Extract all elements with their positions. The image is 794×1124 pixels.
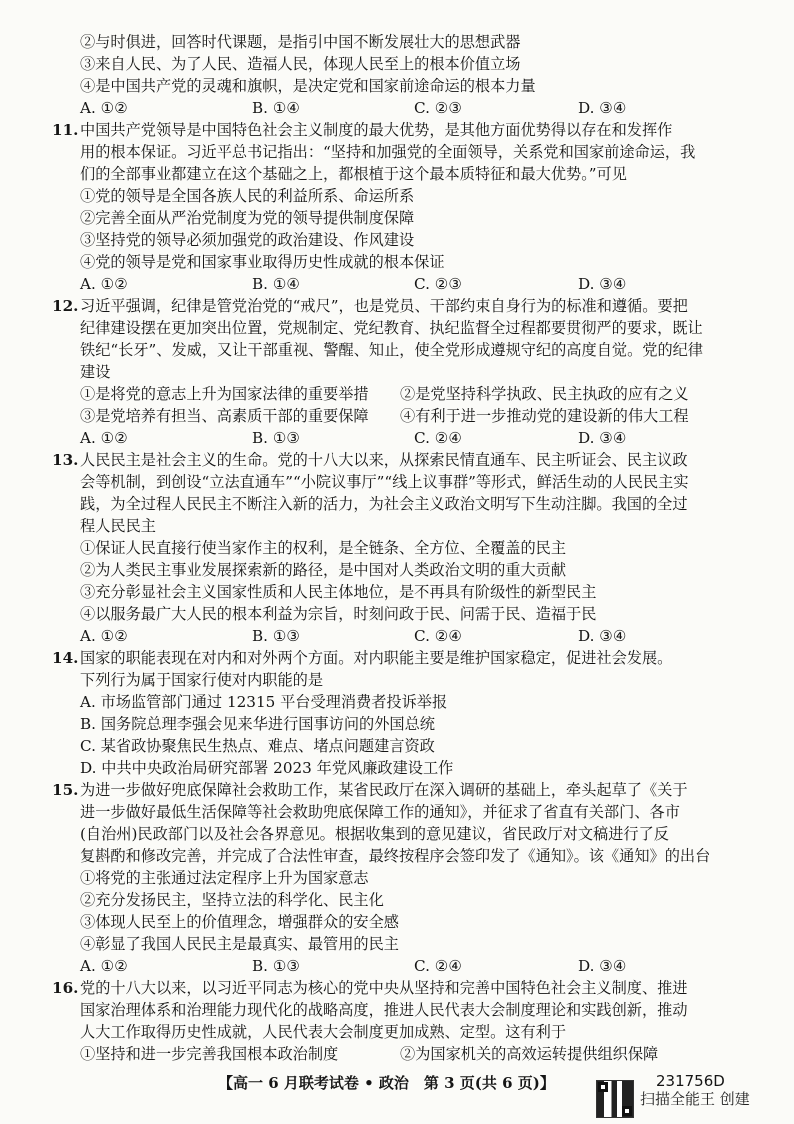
q13-choice-b: B. ①③ xyxy=(252,627,301,645)
q14-choice-d: D. 中共中央政治局研究部署 2023 年党风廉政建设工作 xyxy=(80,759,454,777)
q15-stem-line: (自治州)民政部门以及社会各界意见。根据收集到的意见建议，省民政厅对文稿进行了反 xyxy=(80,825,669,843)
q11-choice-d: D. ③④ xyxy=(578,275,627,293)
q11-stem-line: 用的根本保证。习近平总书记指出：“坚持和加强党的全面领导，关系党和国家前途命运，我 xyxy=(80,143,696,161)
q11-number: 11. xyxy=(52,121,79,139)
q10-option-2: ②与时俱进，回答时代课题，是指引中国不断发展壮大的思想武器 xyxy=(80,33,521,51)
q15-stem-line: 为进一步做好兜底保障社会救助工作，某省民政厅在深入调研的基础上，牵头起草了《关于 xyxy=(80,781,688,799)
q10-choice-b: B. ①④ xyxy=(252,99,301,117)
q12-stem-line: 铁纪“长牙”、发威，又让干部重视、警醒、知止，使全党形成遵规守纪的高度自觉。党的纪律 xyxy=(80,341,704,359)
q15-choices xyxy=(80,955,730,977)
q10-option-4: ④是中国共产党的灵魂和旗帜，是决定党和国家前途命运的根本力量 xyxy=(80,77,536,95)
q11-item-2: ②完善全面从严治党制度为党的领导提供制度保障 xyxy=(80,209,415,227)
q15-item-1: ①将党的主张通过法定程序上升为国家意志 xyxy=(80,869,369,887)
q13-stem-line: 程人民民主 xyxy=(80,517,156,535)
q10-choice-c: C. ②③ xyxy=(414,99,462,117)
q12-choices xyxy=(80,427,730,449)
scanner-watermark xyxy=(596,1080,786,1120)
q11-choice-a: A. ①② xyxy=(80,275,128,293)
q13-item-3: ③充分彰显社会主义国家性质和人民主体地位，是不再具有阶级性的新型民主 xyxy=(80,583,597,601)
q11-stem-line: 们的全部事业都建立在这个基础之上，都根植于这个最本质特征和最大优势。”可见 xyxy=(80,165,627,183)
q13-number: 13. xyxy=(52,451,79,469)
q13-item-2: ②为人类民主事业发展探索新的路径，是中国对人类政治文明的重大贡献 xyxy=(80,561,566,579)
q11-stem-line: 中国共产党领导是中国特色社会主义制度的最大优势，是其他方面优势得以存在和发挥作 xyxy=(80,121,673,139)
q13-item-1: ①保证人民直接行使当家作主的权利，是全链条、全方位、全覆盖的民主 xyxy=(80,539,566,557)
q12-stem-line: 建设 xyxy=(80,363,111,381)
q15-item-3: ③体现人民至上的价值理念，增强群众的安全感 xyxy=(80,913,399,931)
q10-choices xyxy=(80,97,730,119)
q15-choice-a: A. ①② xyxy=(80,957,128,975)
q15-item-2: ②充分发扬民主，坚持立法的科学化、民主化 xyxy=(80,891,384,909)
q15-stem-line: 复斟酌和修改完善，并完成了合法性审查，最终按程序会签印发了《通知》。该《通知》的出台 xyxy=(80,847,711,865)
q12-choice-c: C. ②④ xyxy=(414,429,462,447)
q16-item-1: ①坚持和进一步完善我国根本政治制度 xyxy=(80,1045,339,1063)
q11-choices xyxy=(80,273,730,295)
q11-choice-c: C. ②③ xyxy=(414,275,462,293)
q11-item-4: ④党的领导是党和国家事业取得历史性成就的根本保证 xyxy=(80,253,445,271)
q16-stem-line: 党的十八大以来，以习近平同志为核心的党中央从坚持和完善中国特色社会主义制度、推进 xyxy=(80,979,688,997)
q13-choice-a: A. ①② xyxy=(80,627,128,645)
page-footer: 【高一 6 月联考试卷 • 政治 第 3 页(共 6 页)】 xyxy=(218,1074,555,1092)
q15-choice-c: C. ②④ xyxy=(414,957,462,975)
qr-code-icon xyxy=(596,1080,634,1118)
q10-option-3: ③来自人民、为了人民、造福人民，体现人民至上的根本价值立场 xyxy=(80,55,521,73)
q12-item-2: ②是党坚持科学执政、民主执政的应有之义 xyxy=(400,385,689,403)
q15-stem-line: 进一步做好最低生活保障等社会救助兜底保障工作的通知》，并征求了省直有关部门、各市 xyxy=(80,803,680,821)
q15-number: 15. xyxy=(52,781,79,799)
q13-stem-line: 会等机制，到创设“立法直通车”“小院议事厅”“线上议事群”等形式，鲜活生动的人民民主实 xyxy=(80,473,689,491)
q12-choice-a: A. ①② xyxy=(80,429,128,447)
q14-choice-a: A. 市场监管部门通过 12315 平台受理消费者投诉举报 xyxy=(80,693,448,711)
q13-stem-line: 人民民主是社会主义的生命。党的十八大以来，从探索民情直通车、民主听证会、民主议政 xyxy=(80,451,688,469)
q14-stem-line: 下列行为属于国家行使对内职能的是 xyxy=(80,671,323,689)
q10-choice-a: A. ①② xyxy=(80,99,128,117)
q14-choice-c: C. 某省政协聚焦民生热点、难点、堵点问题建言资政 xyxy=(80,737,435,755)
q16-stem-line: 人大工作取得历史性成就，人民代表大会制度更加成熟、定型。这有利于 xyxy=(80,1023,566,1041)
q16-item-2: ②为国家机关的高效运转提供组织保障 xyxy=(400,1045,659,1063)
q16-number: 16. xyxy=(52,979,79,997)
q11-item-3: ③坚持党的领导必须加强党的政治建设、作风建设 xyxy=(80,231,415,249)
q12-stem-line: 纪律建设摆在更加突出位置，党规制定、党纪教育、执纪监督全过程都要贯彻严的要求，既让 xyxy=(80,319,703,337)
q16-stem-line: 国家治理体系和治理能力现代化的战略高度，推进人民代表大会制度理论和实践创新，推动 xyxy=(80,1001,688,1019)
q12-choice-b: B. ①③ xyxy=(252,429,301,447)
q13-choice-c: C. ②④ xyxy=(414,627,462,645)
q13-choices xyxy=(80,625,730,647)
q11-choice-b: B. ①④ xyxy=(252,275,301,293)
q12-number: 12. xyxy=(52,297,79,315)
q13-choice-d: D. ③④ xyxy=(578,627,627,645)
q10-choice-d: D. ③④ xyxy=(578,99,627,117)
q11-item-1: ①党的领导是全国各族人民的利益所系、命运所系 xyxy=(80,187,415,205)
watermark-text: 扫描全能王 创建 xyxy=(640,1090,750,1108)
q13-item-4: ④以服务最广大人民的根本利益为宗旨，时刻问政于民、问需于民、造福于民 xyxy=(80,605,597,623)
q12-item-4: ④有利于进一步推动党的建设新的伟大工程 xyxy=(400,407,689,425)
q13-stem-line: 践，为全过程人民民主不断注入新的活力，为社会主义政治文明写下生动注脚。我国的全过 xyxy=(80,495,688,513)
q12-stem-line: 习近平强调，纪律是管党治党的“戒尺”，也是党员、干部约束自身行为的标准和遵循。要把 xyxy=(80,297,688,315)
q14-stem-line: 国家的职能表现在对内和对外两个方面。对内职能主要是维护国家稳定，促进社会发展。 xyxy=(80,649,673,667)
q12-item-1: ①是将党的意志上升为国家法律的重要举措 xyxy=(80,385,369,403)
q15-choice-b: B. ①③ xyxy=(252,957,301,975)
q12-choice-d: D. ③④ xyxy=(578,429,627,447)
q14-number: 14. xyxy=(52,649,79,667)
q15-choice-d: D. ③④ xyxy=(578,957,627,975)
q12-item-3: ③是党培养有担当、高素质干部的重要保障 xyxy=(80,407,369,425)
paper-code: 231756D xyxy=(656,1072,725,1090)
q14-choice-b: B. 国务院总理李强会见来华进行国事访问的外国总统 xyxy=(80,715,435,733)
q15-item-4: ④彰显了我国人民民主是最真实、最管用的民主 xyxy=(80,935,399,953)
